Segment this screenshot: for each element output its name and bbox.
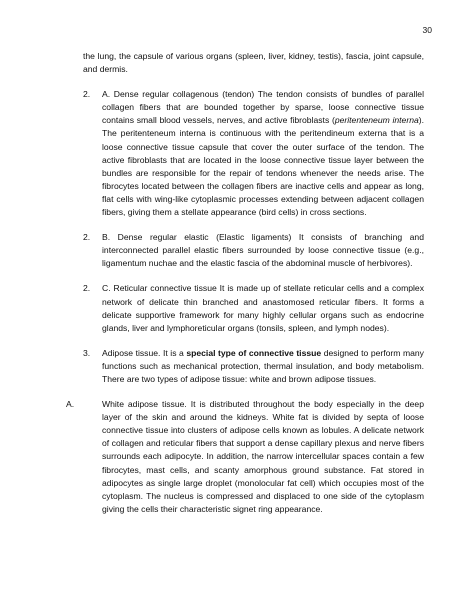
- list-item-dense-regular-elastic: [66, 231, 424, 270]
- list-item-text: B. Dense regular elastic (Elastic ligaments) It consists of branching and interconnected parallel elastic fibers surrounded by loose connective tissue (e.g., ligamentum nuchae and the elastic fascia of the abdominal muscle of herbivores).: [102, 232, 424, 269]
- text-segment: A. Dense regular collagenous (tendon) The tendon consists of bundles of parallel collagen fibers that are bounded together by sparse, loose connective tissue contains small blood vessels, nerves, and active fibroblasts (: [102, 89, 424, 126]
- text-segment: designed to perform many functions such as mechanical protection, thermal insulation, and body metabolism. There are two types of adipose tissue: white and brown adipose tissues.: [102, 347, 424, 384]
- list-item-text: C. Reticular connective tissue It is made up of stellate reticular cells and a complex network of delicate thin branched and anastomosed reticular fibers. It forms a delicate supportive framework for many highly cellular organs such as endocrine glands, liver and lymphoreticular organs (tonsils, spleen, and lymph nodes).: [102, 283, 424, 333]
- list-item-text: [102, 347, 424, 386]
- sub-item-letter: A.: [66, 399, 75, 410]
- sub-item-white-adipose: [66, 398, 424, 516]
- list-item-number: 2.: [83, 89, 91, 100]
- list-item-text: [102, 88, 424, 219]
- text-segment: ). The peritenteneum interna is continuous with the peritendineum externa that is a loose connective tissue capsule that cover the outer surface of the tendon. The active fibroblasts that are located in the loose connective tissue layer between the bundles are responsible for the repair of tendons whenever the needs arise. The fibrocytes located between the collagen fibers are inactive cells and appear as long, flat cells with wing-like cytoplasmic processes extending between adjacent collagen fibers, giving them a stellate appearance (bird cells) in cross sections.: [102, 115, 425, 218]
- list-item-dense-regular-collagenous: [66, 88, 424, 219]
- text-segment: Adipose tissue. It is a: [102, 347, 187, 358]
- italic-term: peritenteneum interna: [334, 115, 419, 126]
- list-item-number: 2.: [83, 283, 91, 294]
- list-item-reticular-connective: [66, 282, 424, 334]
- sub-item-text: White adipose tissue. It is distributed throughout the body especially in the deep layer of the skin and around the kidneys. White fat is divided by septa of loose connective tissue into clusters of adipose cells known as lobules. A delicate network of collagen and reticular fibers that support a dense capillary plexus and nerve fibers surrounds each adipocyte. In addition, the narrow intercellular spaces contain a few fibrocytes, mast cells, and scanty amorphous ground substance. Fat stored in adipocytes as single large droplet (monolocular fat cell) which occupies most of the cytoplasm. The nucleus is compressed and displaced to one side of the cytoplasm giving the cells their characteristic signet ring appearance.: [102, 399, 424, 514]
- page-content: [66, 50, 424, 528]
- continuation-paragraph: the lung, the capsule of various organs (spleen, liver, kidney, testis), fascia, joint capsule, and dermis.: [83, 51, 424, 75]
- bold-term: special type of connective tissue: [186, 347, 322, 358]
- list-item-adipose-tissue: [66, 347, 424, 386]
- list-item-number: 2.: [83, 232, 91, 243]
- page-number: 30: [422, 25, 432, 35]
- list-item-number: 3.: [83, 347, 91, 358]
